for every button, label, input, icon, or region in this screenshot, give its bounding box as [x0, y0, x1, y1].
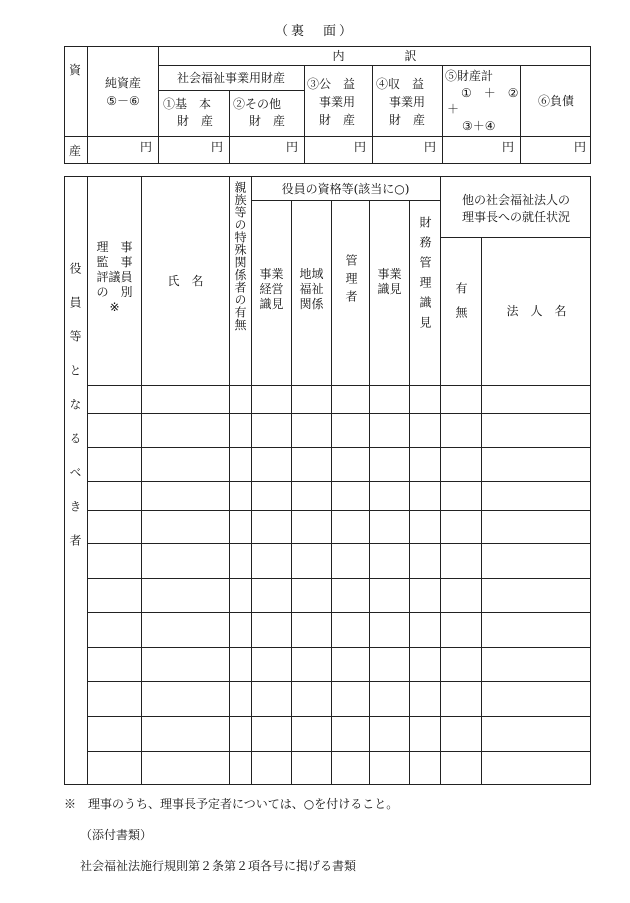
breakdown-header: 内 訳: [332, 49, 417, 63]
q-finance-header: 財務管理識見: [418, 216, 432, 336]
q-management-header: 管理者: [344, 254, 358, 308]
required-documents: 社会福祉法施行規則第２条第２項各号に掲げる書類: [80, 859, 357, 873]
total-assets-label: ⑤財産計: [445, 69, 494, 83]
liabilities-label: ⑥負債: [537, 94, 574, 108]
net-assets-label: 純資産: [104, 76, 141, 90]
page-title: （裏 面）: [274, 24, 355, 39]
public-assets-label: ③公 益: [307, 77, 356, 91]
total-assets-label-4: ③＋④: [462, 119, 496, 133]
q-local-header: 地域 福祉 関係: [299, 267, 324, 311]
yen-basic: 円: [210, 140, 223, 154]
total-assets-label-3: ＋: [447, 102, 460, 116]
asterisk-note: ※ 理事のうち、理事長予定者については、○を付けること。: [64, 797, 399, 811]
role-label: 理 事 監 事 評議員 の 別 ※: [96, 240, 133, 314]
q-insight-header: 事業 識見: [377, 267, 402, 296]
yen-other: 円: [285, 140, 298, 154]
profit-assets-label-2: 事業用: [389, 95, 426, 109]
assets-side-label-2: 産: [69, 144, 82, 158]
yen-total: 円: [501, 140, 514, 154]
welfare-assets-header: 社会福祉事業用財産: [176, 71, 285, 85]
presence-header: 有無: [454, 282, 468, 330]
other-assets-label-2: 財 産: [249, 114, 286, 128]
yen-public: 円: [353, 140, 366, 154]
other-assets-label: ②その他: [233, 97, 282, 111]
yen-net-assets: 円: [139, 140, 152, 154]
family-relation-header: 親族等の特殊関係者の有無: [233, 181, 247, 331]
assets-side-label: 資: [69, 63, 82, 77]
qualifications-header: 役員の資格等(該当に○): [281, 182, 410, 196]
total-assets-label-2: ① ＋ ②: [461, 86, 519, 100]
yen-liabilities: 円: [573, 140, 586, 154]
basic-assets-label: ①基 本: [163, 97, 212, 111]
other-corp-header: 他の社会福祉法人の 理事長への就任状況: [461, 193, 570, 224]
officers-side-label: 役員等となるべき者: [68, 262, 82, 568]
attachments-label: （添付書類）: [80, 828, 153, 842]
q-business-header: 事業 経営 識見: [259, 267, 284, 311]
public-assets-label-2: 事業用: [319, 95, 356, 109]
profit-assets-label-3: 財 産: [389, 113, 426, 127]
net-assets-formula: ⑤－⑥: [106, 94, 140, 108]
public-assets-label-3: 財 産: [319, 113, 356, 127]
yen-profit: 円: [423, 140, 436, 154]
basic-assets-label-2: 財 産: [177, 114, 214, 128]
profit-assets-label: ④収 益: [376, 77, 425, 91]
corp-name-header: 法 人 名: [506, 304, 567, 318]
name-header: 氏 名: [167, 274, 204, 288]
